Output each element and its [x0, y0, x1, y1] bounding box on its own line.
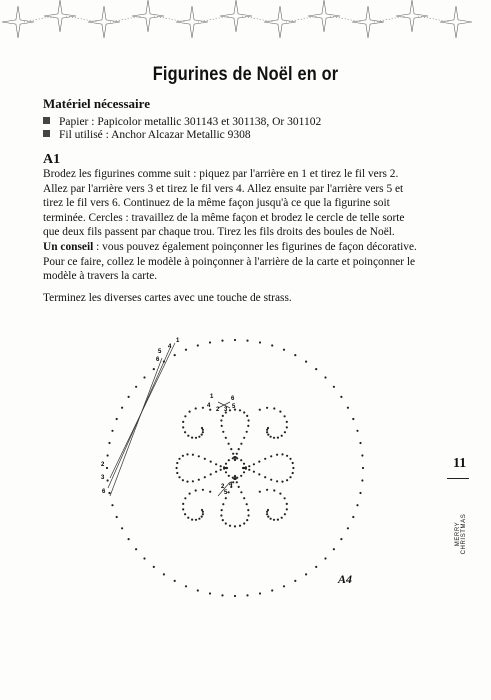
- pierce-hole: [284, 513, 286, 515]
- pierce-hole: [259, 341, 261, 343]
- pierce-hole: [128, 396, 130, 398]
- pierce-hole: [240, 443, 242, 445]
- pierce-hole: [356, 504, 358, 506]
- pierce-hole: [247, 509, 249, 511]
- pierce-hole: [273, 437, 275, 439]
- pierce-hole: [243, 471, 245, 473]
- pierce-hole: [234, 525, 236, 527]
- closing-paragraph: Terminez les diverses cartes avec une touche de strass.: [43, 292, 292, 304]
- pierce-hole: [201, 516, 203, 518]
- pierce-hole: [221, 509, 223, 511]
- pierce-hole: [264, 458, 266, 460]
- pierce-hole: [281, 481, 283, 483]
- pierce-hole: [253, 463, 255, 465]
- pierce-hole: [204, 476, 206, 478]
- pierce-hole: [340, 538, 342, 540]
- stitch-number: 6: [102, 489, 106, 495]
- pierce-hole: [197, 344, 199, 346]
- star-ornament: [220, 0, 252, 32]
- pierce-hole: [210, 473, 212, 475]
- pierce-hole: [259, 592, 261, 594]
- pierce-hole: [286, 503, 288, 505]
- pierce-hole: [270, 455, 272, 457]
- stitch-number: 2: [216, 407, 220, 413]
- pierce-hole: [277, 519, 279, 521]
- pierce-hole: [220, 465, 222, 467]
- pierce-hole: [176, 462, 178, 464]
- pierce-hole: [234, 476, 236, 478]
- pierce-hole: [284, 415, 286, 417]
- pierce-hole: [210, 461, 212, 463]
- pierce-hole: [283, 585, 285, 587]
- pierce-hole: [362, 467, 364, 469]
- instructions-paragraph: [43, 167, 423, 284]
- star-ornament: [132, 0, 164, 32]
- page-number: 11: [453, 456, 467, 471]
- pierce-hole: [153, 566, 155, 568]
- pierce-hole: [182, 455, 184, 457]
- pierce-hole: [352, 516, 354, 518]
- pierce-hole: [292, 467, 294, 469]
- pierce-hole: [243, 522, 245, 524]
- pierce-hole: [202, 511, 204, 513]
- pierce-hole: [225, 471, 227, 473]
- pierce-hole: [359, 442, 361, 444]
- pierce-hole: [246, 431, 248, 433]
- pierce-hole: [182, 503, 184, 505]
- pierce-hole: [195, 519, 197, 521]
- pierce-hole: [356, 430, 358, 432]
- pierce-hole: [215, 463, 217, 465]
- pierce-hole: [236, 453, 238, 455]
- pierce-hole: [107, 479, 109, 481]
- pierce-hole: [191, 437, 193, 439]
- star-ornament: [44, 0, 76, 32]
- pierce-hole: [253, 471, 255, 473]
- pierce-hole: [116, 418, 118, 420]
- pierce-hole: [187, 435, 189, 437]
- pierce-hole: [236, 477, 238, 479]
- pierce-hole: [232, 481, 234, 483]
- bullet-square-icon: [43, 130, 50, 137]
- pierce-hole: [195, 407, 197, 409]
- pierce-hole: [182, 508, 184, 510]
- pierce-hole: [248, 469, 250, 471]
- pierce-hole: [315, 566, 317, 568]
- pierce-hole: [270, 479, 272, 481]
- pierce-hole: [174, 354, 176, 356]
- pierce-hole: [116, 516, 118, 518]
- pierce-hole: [186, 481, 188, 483]
- materials-item: [43, 129, 251, 141]
- stitch-number: 4: [168, 344, 172, 350]
- pierce-hole: [279, 411, 281, 413]
- pierce-hole: [225, 437, 227, 439]
- pierce-hole: [279, 493, 281, 495]
- stitch-number: 6: [156, 357, 160, 363]
- pierce-hole: [198, 436, 200, 438]
- pierce-hole: [106, 467, 108, 469]
- pierce-hole: [266, 513, 268, 515]
- pierce-hole: [108, 442, 110, 444]
- pierce-hole: [361, 479, 363, 481]
- pierce-hole: [270, 518, 272, 520]
- pierce-hole: [220, 469, 222, 471]
- pierce-hole: [240, 491, 242, 493]
- pierce-hole: [209, 592, 211, 594]
- pierce-hole: [222, 519, 224, 521]
- diagram-label: A4: [338, 572, 353, 586]
- pierce-hole: [121, 527, 123, 529]
- pierce-hole: [224, 467, 226, 469]
- pierce-hole: [176, 467, 178, 469]
- pierce-hole: [202, 407, 204, 409]
- pierce-hole: [266, 431, 268, 433]
- pierce-hole: [182, 479, 184, 481]
- pierce-hole: [153, 368, 155, 370]
- pierce-hole: [281, 453, 283, 455]
- pierce-hole: [286, 508, 288, 510]
- pierce-hole: [273, 489, 275, 491]
- pierce-hole: [195, 437, 197, 439]
- pierce-hole: [111, 504, 113, 506]
- star-ornament: [396, 0, 428, 32]
- pierce-hole: [232, 477, 234, 479]
- pierce-hole: [234, 339, 236, 341]
- pierce-hole: [182, 426, 184, 428]
- pierce-hole: [248, 465, 250, 467]
- pierce-hole: [236, 457, 238, 459]
- stitch-number: 2: [221, 484, 225, 490]
- pierce-hole: [108, 492, 110, 494]
- pierce-hole: [222, 431, 224, 433]
- tip-text: : vous pouvez également poinçonner les figurines de façon décorative. Pour ce faire, collez le modèle à poinçonner à l'arrière de la carte et poinçonner le modèle à travers la carte.: [43, 240, 417, 283]
- stitch-number: 5: [158, 349, 162, 355]
- section-heading-a1: A1: [43, 152, 61, 167]
- pierce-hole: [264, 476, 266, 478]
- pierce-hole: [266, 489, 268, 491]
- pierce-hole: [292, 472, 294, 474]
- pierce-hole: [202, 489, 204, 491]
- pierce-hole: [292, 462, 294, 464]
- stitch-number: 1: [210, 394, 214, 400]
- pierce-hole: [204, 458, 206, 460]
- pierce-hole: [266, 511, 268, 513]
- stitch-number: 3: [224, 407, 228, 413]
- pierce-hole: [281, 517, 283, 519]
- pierce-hole: [286, 479, 288, 481]
- pierce-hole: [232, 457, 234, 459]
- pierce-hole: [228, 443, 230, 445]
- section-tab-label: MERRY CHRISTMAS: [455, 513, 467, 555]
- star-ornament: [2, 6, 34, 38]
- pierce-hole: [143, 376, 145, 378]
- pierce-hole: [185, 349, 187, 351]
- pierce-hole: [192, 454, 194, 456]
- materials-item-text: Papier : Papicolor metallic 301143 et 301138, Or 301102: [59, 116, 322, 128]
- pierce-hole: [248, 419, 250, 421]
- pierce-hole: [243, 497, 245, 499]
- pierce-hole: [259, 491, 261, 493]
- pierce-hole: [163, 573, 165, 575]
- pierce-hole: [176, 472, 178, 474]
- star-ornament: [176, 6, 208, 38]
- pierce-hole: [246, 415, 248, 417]
- pierce-hole: [229, 525, 231, 527]
- pierce-hole: [197, 589, 199, 591]
- pierce-hole: [240, 475, 242, 477]
- pierce-hole: [202, 429, 204, 431]
- pierce-hole: [198, 479, 200, 481]
- pierce-hole: [244, 467, 246, 469]
- tip-label: Un conseil: [43, 240, 94, 253]
- pierce-hole: [289, 458, 291, 460]
- pierce-hole: [222, 503, 224, 505]
- pierce-hole: [340, 396, 342, 398]
- star-ornament: [352, 6, 384, 38]
- pierce-hole: [352, 418, 354, 420]
- pierce-hole: [195, 489, 197, 491]
- pierce-hole: [221, 594, 223, 596]
- pierce-hole: [271, 589, 273, 591]
- pierce-hole: [361, 454, 363, 456]
- pierce-hole: [236, 481, 238, 483]
- pierce-hole: [225, 522, 227, 524]
- pierce-hole: [221, 425, 223, 427]
- pierce-hole: [221, 340, 223, 342]
- pierce-hole: [347, 407, 349, 409]
- pierce-hole: [248, 514, 250, 516]
- pierce-hole: [243, 463, 245, 465]
- stitch-number: 4: [207, 403, 211, 409]
- pierce-hole: [192, 480, 194, 482]
- pierce-hole: [281, 435, 283, 437]
- pierce-hole: [246, 594, 248, 596]
- star-ornament: [264, 6, 296, 38]
- pierce-hole: [267, 434, 269, 436]
- pierce-hole: [215, 471, 217, 473]
- pierce-hole: [184, 513, 186, 515]
- pierce-hole: [283, 349, 285, 351]
- pierce-hole: [243, 437, 245, 439]
- pierce-hole: [220, 419, 222, 421]
- pierce-hole: [347, 527, 349, 529]
- pierce-hole: [333, 548, 335, 550]
- star-ornament: [440, 6, 472, 38]
- pierce-hole: [220, 514, 222, 516]
- pierce-hole: [121, 407, 123, 409]
- pierce-hole: [270, 436, 272, 438]
- pierce-hole: [324, 376, 326, 378]
- pierce-hole: [209, 341, 211, 343]
- stitch-number: 6: [231, 396, 235, 402]
- bullet-square-icon: [43, 117, 50, 124]
- pierce-hole: [225, 463, 227, 465]
- pierce-hole: [359, 492, 361, 494]
- pierce-hole: [286, 426, 288, 428]
- pierce-hole: [222, 415, 224, 417]
- pierce-hole: [246, 519, 248, 521]
- pierce-hole: [202, 513, 204, 515]
- pierce-hole: [184, 431, 186, 433]
- pierce-hole: [284, 497, 286, 499]
- pierce-hole: [228, 459, 230, 461]
- pierce-hole: [182, 421, 184, 423]
- pierce-hole: [143, 557, 145, 559]
- pierce-hole: [189, 493, 191, 495]
- pierce-hole: [198, 455, 200, 457]
- pierce-hole: [239, 409, 241, 411]
- pierce-hole: [178, 476, 180, 478]
- pierce-hole: [240, 459, 242, 461]
- pierce-hole: [228, 475, 230, 477]
- pierce-hole: [135, 386, 137, 388]
- materials-item-text: Fil utilisé : Anchor Alcazar Metallic 9308: [59, 129, 251, 141]
- pierce-hole: [315, 368, 317, 370]
- pierce-hole: [333, 386, 335, 388]
- star-border-decoration: [0, 0, 491, 50]
- pierce-hole: [324, 557, 326, 559]
- pierce-hole: [225, 497, 227, 499]
- pierce-hole: [228, 491, 230, 493]
- pierce-hole: [107, 454, 109, 456]
- star-ornament: [88, 6, 120, 38]
- instructions-text: Brodez les figurines comme suit : piquez par l'arrière en 1 et tirez le fil vers 2. Allez par l'arrière vers 3 et tirez le fil vers 4. Allez ensuite par l'arrière vers 5 et tirez le fil vers 6. Continuez de la même façon jusqu'à ce que la figurine soit terminée. Cercles : travaillez de la même façon et brodez le cercle de telle sorte que deux fils passent par chaque trou. Tirez les fils droits des boules de Noël.: [43, 168, 405, 239]
- pierce-hole: [111, 430, 113, 432]
- pierce-hole: [286, 421, 288, 423]
- embroidery-pattern-diagram: [90, 328, 380, 618]
- pierce-hole: [185, 585, 187, 587]
- pierce-hole: [271, 344, 273, 346]
- pierce-hole: [184, 415, 186, 417]
- pierce-hole: [246, 503, 248, 505]
- pierce-hole: [135, 548, 137, 550]
- pierce-hole: [277, 437, 279, 439]
- pierce-hole: [247, 425, 249, 427]
- pierce-hole: [276, 480, 278, 482]
- pierce-hole: [276, 454, 278, 456]
- pierce-hole: [229, 409, 231, 411]
- pierce-hole: [259, 409, 261, 411]
- pierce-hole: [234, 595, 236, 597]
- pierce-hole: [239, 525, 241, 527]
- pierce-hole: [289, 476, 291, 478]
- pierce-hole: [284, 431, 286, 433]
- pierce-hole: [186, 453, 188, 455]
- pierce-hole: [305, 573, 307, 575]
- pierce-hole: [184, 497, 186, 499]
- pierce-hole: [174, 580, 176, 582]
- pierce-hole: [246, 340, 248, 342]
- stitch-number: 2: [101, 462, 105, 468]
- pierce-hole: [187, 517, 189, 519]
- pierce-hole: [305, 361, 307, 363]
- stitch-number: 1: [176, 338, 180, 344]
- pierce-hole: [258, 461, 260, 463]
- pierce-hole: [198, 518, 200, 520]
- pierce-hole: [294, 354, 296, 356]
- pierce-hole: [230, 448, 232, 450]
- pierce-hole: [232, 453, 234, 455]
- pierce-hole: [238, 486, 240, 488]
- pierce-hole: [189, 411, 191, 413]
- stitch-number: 5: [232, 404, 236, 410]
- pierce-hole: [267, 516, 269, 518]
- pierce-hole: [202, 431, 204, 433]
- materials-item: [43, 116, 321, 128]
- pierce-hole: [266, 407, 268, 409]
- pierce-hole: [128, 538, 130, 540]
- stitch-number: 3: [101, 475, 105, 481]
- pierce-hole: [294, 580, 296, 582]
- sidebar-divider: [447, 478, 469, 479]
- pierce-hole: [191, 519, 193, 521]
- star-ornament: [308, 0, 340, 32]
- pierce-hole: [273, 519, 275, 521]
- pierce-hole: [178, 458, 180, 460]
- stitch-number: 4: [229, 482, 233, 488]
- stitch-number: 5: [224, 490, 228, 496]
- pierce-hole: [243, 411, 245, 413]
- pierce-hole: [266, 429, 268, 431]
- pierce-hole: [201, 434, 203, 436]
- materials-heading: Matériel nécessaire: [43, 96, 150, 111]
- pierce-hole: [258, 473, 260, 475]
- page-title: Figurines de Noël en or: [152, 64, 339, 85]
- pierce-hole: [273, 407, 275, 409]
- pierce-hole: [209, 491, 211, 493]
- pierce-hole: [234, 458, 236, 460]
- pierce-hole: [286, 455, 288, 457]
- pierce-hole: [238, 448, 240, 450]
